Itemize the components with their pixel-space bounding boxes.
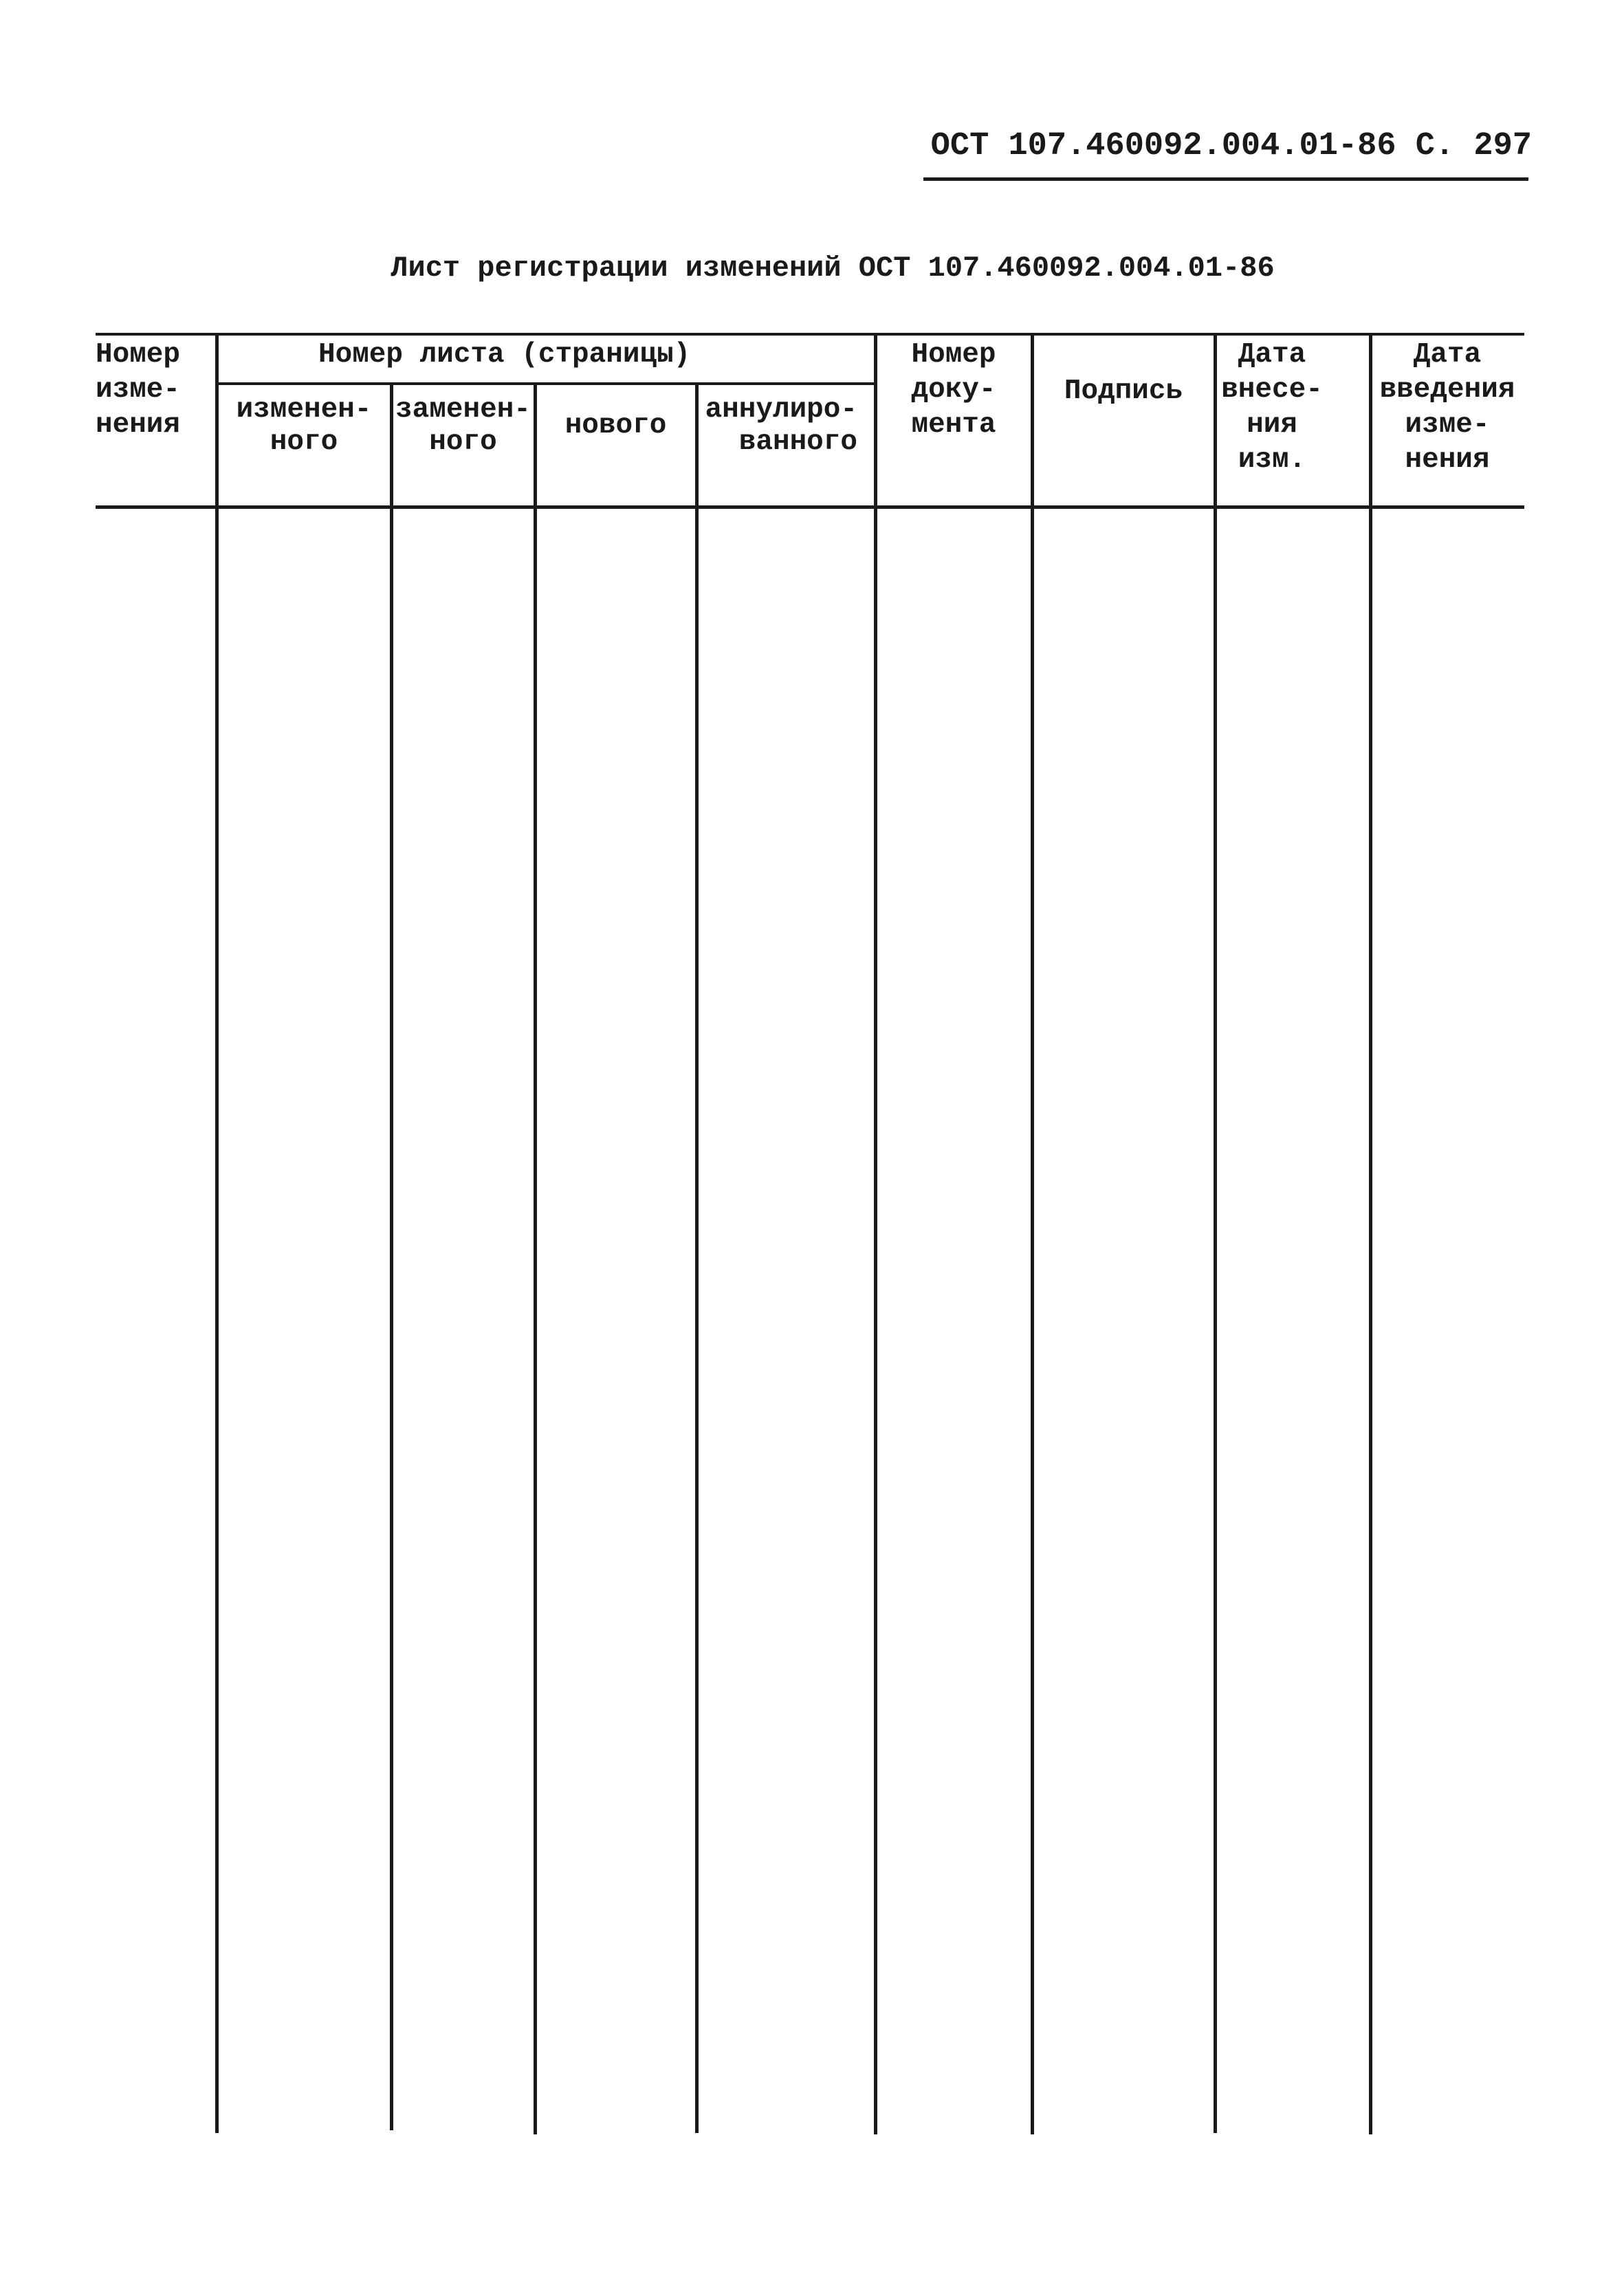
header-line: изме- <box>96 374 181 406</box>
header-line: ния <box>1247 409 1297 441</box>
header-line: внесе- <box>1221 374 1323 406</box>
header-line: заменен- <box>395 394 531 426</box>
standard-code: ОСТ 107.460092.004.01-86 <box>930 128 1396 164</box>
header-line: Дата <box>1413 339 1482 371</box>
column-header-replaced <box>391 394 535 459</box>
header-line: доку- <box>911 374 996 406</box>
header-line: нового <box>564 410 667 441</box>
table-top-rule <box>96 333 1524 336</box>
column-header-change-number <box>96 338 217 443</box>
header-line: Подпись <box>1064 375 1183 407</box>
column-header-document-number <box>875 338 1032 443</box>
header-line: аннулиро- <box>705 394 857 426</box>
column-header-annulled <box>696 394 875 459</box>
header-underline <box>923 177 1528 181</box>
sheet-number-group-rule <box>217 382 875 385</box>
header-line: нения <box>96 409 181 441</box>
header-line: Номер <box>96 339 181 371</box>
column-group-header-sheet-number: Номер листа (страницы) <box>318 339 691 371</box>
page-number: С. 297 <box>1415 128 1532 164</box>
header-line: ванного <box>738 426 857 458</box>
column-header-changed <box>217 394 391 459</box>
table-body <box>96 509 1524 2133</box>
header-line: изм. <box>1238 444 1306 476</box>
header-line: Номер <box>911 339 996 371</box>
column-header-effective-date <box>1370 338 1524 478</box>
header-line: ного <box>270 426 338 458</box>
document-header <box>931 127 1532 166</box>
header-line: Дата <box>1238 339 1306 371</box>
header-line: введения <box>1379 374 1515 406</box>
header-line: нения <box>1405 444 1490 476</box>
header-line: ного <box>429 426 497 458</box>
header-line: изме- <box>1405 409 1490 441</box>
header-line: изменен- <box>236 394 372 426</box>
column-header-entry-date <box>1215 338 1329 478</box>
header-line: мента <box>911 409 996 441</box>
column-header-signature <box>1032 374 1215 409</box>
page-title: Лист регистрации изменений ОСТ 107.460092.004.01-86 <box>391 252 1275 285</box>
column-header-new <box>535 410 696 442</box>
